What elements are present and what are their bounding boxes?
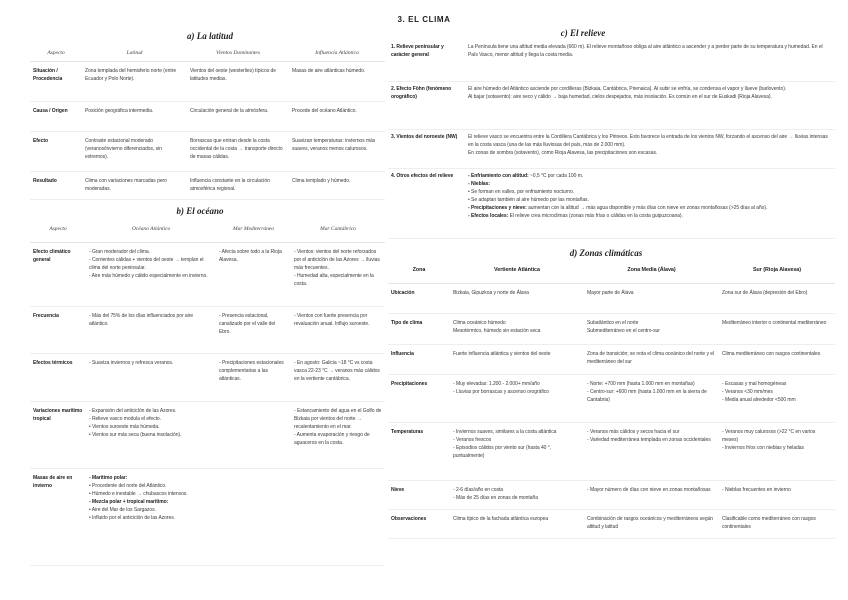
oceano-row xyxy=(30,242,385,306)
zonas-cell: Mayor parte de Álava xyxy=(584,283,719,313)
oceano-cell xyxy=(291,401,385,468)
zonas-cell-line: - Más de 25 días en zonas de montaña xyxy=(453,494,538,501)
oceano-line-lead: - Marítimo polar: xyxy=(89,474,128,481)
zonas-row-label: Influencia xyxy=(388,344,450,374)
relieve-row xyxy=(388,81,835,129)
latitud-cell: Procede del océano Atlántico. xyxy=(289,101,385,131)
document-title: 3. EL CLIMA xyxy=(397,15,451,24)
zonas-cell-line: - Veranos frescos xyxy=(453,436,492,443)
zonas-cell-line: - 2-6 días/año en costa xyxy=(453,486,503,493)
oceano-cell-line: - Suaviza inviernos y refresca veranos. xyxy=(89,359,174,366)
relieve-line-lead: - Efectos locales: xyxy=(468,212,509,219)
zonas-column-header: Zona Media (Álava) xyxy=(584,263,719,283)
oceano-header-row xyxy=(30,221,385,242)
relieve-cell-line: • Se forman en valles, por enfriamiento nocturno. xyxy=(468,188,575,195)
relieve-cell-line xyxy=(468,172,832,180)
oceano-header xyxy=(30,221,385,242)
oceano-cell-line: - Corrientes cálidas + vientos del oeste → templan el clima del norte peninsular. xyxy=(89,256,204,271)
zonas-row-label: Nieve xyxy=(388,480,450,509)
zonas-cell: Combinación de rasgos oceánicos y mediterráneos según altitud y latitud xyxy=(584,509,719,538)
oceano-cell-line xyxy=(89,498,213,506)
relieve-line-lead: - Enfriamiento con altitud: xyxy=(468,172,529,179)
oceano-cell xyxy=(86,306,216,353)
latitud-column-header: Aspecto xyxy=(30,45,82,61)
oceano-cell-line: - Más del 75% de los días influenciados por aire atlántico. xyxy=(89,312,194,327)
relieve-row-label: 1. Relieve peninsular y carácter general xyxy=(388,40,465,81)
zonas-row xyxy=(388,374,835,422)
zonas-row-label: Precipitaciones xyxy=(388,374,450,422)
relieve-cell-line: • Se adaptan también al aire húmedo por las montañas. xyxy=(468,196,589,203)
relieve-line-text: El relieve crea microclimas (zonas más frías o cálidas en la costa guipuzcoana). xyxy=(508,212,683,219)
oceano-column-header: Mar Cantábrico xyxy=(291,221,385,242)
relieve-cell-line: En zonas de sombra (sotavento), como Rioja Alavesa, las precipitaciones son escasas. xyxy=(468,149,658,156)
zonas-cell xyxy=(584,374,719,422)
zonas-row xyxy=(388,422,835,480)
latitud-cell: Posición geográfica intermedia. xyxy=(82,101,187,131)
zonas-row-label: Tipo de clima xyxy=(388,313,450,344)
zonas-cell-line: - Veranos más cálidos y secos hacia el sur xyxy=(587,428,680,435)
latitud-cell: Suavizan temperaturas: inviernos más suaves, veranos menos calurosos. xyxy=(289,131,385,171)
oceano-cell-line: • Aire del Mar de los Sargazos. xyxy=(89,506,156,513)
latitud-row xyxy=(30,131,385,171)
oceano-cell-line: - Estancamiento del agua en el Golfo de Bizkaia por vientos del norte → recalentamiento en el mar. xyxy=(294,407,382,430)
relief-table xyxy=(388,40,835,239)
zonas-cell-line: - Lluvias por borrascas y ascenso orográfico xyxy=(453,388,549,395)
oceano-cell xyxy=(86,468,216,565)
zonas-cell-line: - Escasas y mal homogéneas xyxy=(722,380,787,387)
latitud-row xyxy=(30,61,385,101)
oceano-cell-line: • Vientos suroeste más húmeda. xyxy=(89,423,160,430)
zonas-cell-line: Subatlántico en el norte xyxy=(587,319,639,326)
latitud-cell: Clima con variaciones marcadas pero moderadas. xyxy=(82,171,187,199)
zonas-cell-line: - Inviernos suaves, similares a la costa atlántica xyxy=(453,428,557,435)
oceano-column-header: Océano Atlántico xyxy=(86,221,216,242)
relieve-cell-line: Al bajar (sotavento): aire seco y cálido → baja humedad, cielos despejados, más insolación. Es común en el sur de Euskadi (Rioja Alavesa). xyxy=(468,93,772,100)
oceano-row xyxy=(30,353,385,401)
oceano-column-header: Aspecto xyxy=(30,221,86,242)
relieve-body xyxy=(388,40,835,238)
zonas-cell xyxy=(450,422,584,480)
latitud-row-label: Situación / Procedencia xyxy=(30,61,82,101)
zonas-cell-line: Clima oceánico húmedo xyxy=(453,319,506,326)
latitud-cell: Clima templado y húmedo. xyxy=(289,171,385,199)
latitud-row-label: Resultado xyxy=(30,171,82,199)
zonas-cell-line: - Inviernos fríos con nieblas y heladas xyxy=(722,444,804,451)
oceano-row-label: Frecuencia xyxy=(30,306,86,353)
relieve-cell xyxy=(465,168,835,238)
zonas-row xyxy=(388,509,835,538)
zonas-cell-line: - Veranos <30 mm/mes xyxy=(722,388,773,395)
zonas-cell xyxy=(584,422,719,480)
relieve-cell xyxy=(465,129,835,168)
oceano-cell-line: - Humedad alta, especialmente en la costa. xyxy=(294,272,374,287)
zonas-cell-line: Mesotérmico, húmedo sin estación seca xyxy=(453,327,541,334)
latitud-column-header: Vientos Dominantes xyxy=(187,45,289,61)
relieve-cell-line: El relieve vasco se encuentra entre la Cordillera Cantábrica y los Pirineos. Esto favorece la entrada de los vientos NW, forzando el ascenso del aire → lluvias intensas en la costa vasca (una de las más lluviosas del país, más de 2.000 mm). xyxy=(468,133,828,148)
latitud-column-header: Influencia Atlántica xyxy=(289,45,385,61)
zonas-cell-line: Submediterráneo en el centro-sur xyxy=(587,327,660,334)
relieve-cell-line: El aire húmedo del Atlántico asciende por cordilleras (Bizkaia, Cantábrica, Pirenaica). Al subir se enfría, se condensa el vapor y llueve (barlovento). xyxy=(468,85,787,92)
zonas-cell-line: - Variedad mediterránea templada en zonas occidentales xyxy=(587,436,711,443)
zonas-row-label: Ubicación xyxy=(388,283,450,313)
zonas-row xyxy=(388,313,835,344)
latitud-row-label: Causa / Origen xyxy=(30,101,82,131)
oceano-cell xyxy=(86,401,216,468)
oceano-cell xyxy=(216,306,291,353)
oceano-cell xyxy=(291,353,385,401)
zonas-cell xyxy=(584,480,719,509)
latitud-cell: Contraste estacional moderado (veranos/invierno diferenciados, sin extremos). xyxy=(82,131,187,171)
zonas-cell: Zona de transición; se nota el clima oceánico del norte y el mediterráneo del sur xyxy=(584,344,719,374)
oceano-cell-line: - Relieve vasco modula el efecto. xyxy=(89,415,161,422)
oceano-row-label: Masas de aire en invierno xyxy=(30,468,86,565)
oceano-cell xyxy=(86,353,216,401)
oceano-cell xyxy=(291,306,385,353)
latitud-body xyxy=(30,61,385,199)
oceano-cell xyxy=(216,468,291,565)
oceano-cell-line: - Gran moderador del clima. xyxy=(89,248,150,255)
oceano-cell-line: - Precipitaciones estacionales complementarias a las atlánticas. xyxy=(219,359,284,382)
zonas-column-header: Zona xyxy=(388,263,450,283)
oceano-body xyxy=(30,242,385,565)
oceano-cell xyxy=(216,401,291,468)
zonas-row xyxy=(388,480,835,509)
oceano-cell-line xyxy=(89,474,213,482)
oceano-cell-line: • Procedente del norte del Atlántico. xyxy=(89,482,167,489)
oceano-row xyxy=(30,468,385,565)
latitud-cell: Influencia constante en la circulación atmosférica regional. xyxy=(187,171,289,199)
relieve-row-label: 4. Otros efectos del relieve xyxy=(388,168,465,238)
oceano-cell-line: - Aire más húmedo y cálido especialmente en invierno. xyxy=(89,272,208,279)
zonas-cell xyxy=(584,313,719,344)
zonas-row-label: Temperaturas xyxy=(388,422,450,480)
oceano-row-label: Variaciones marítimo tropical xyxy=(30,401,86,468)
latitud-row-label: Efecto xyxy=(30,131,82,171)
latitud-header-row xyxy=(30,45,385,61)
relieve-cell-line xyxy=(468,212,832,220)
latitud-header xyxy=(30,45,385,61)
zonas-cell xyxy=(450,374,584,422)
oceano-cell-line: • Influido por el anticiclón de las Azores. xyxy=(89,514,176,521)
zonas-header xyxy=(388,263,835,283)
latitud-row xyxy=(30,101,385,131)
climate-zones-section-heading: d) Zonas climáticas xyxy=(569,248,643,258)
latitud-row xyxy=(30,171,385,199)
zonas-row xyxy=(388,283,835,313)
relieve-cell-line xyxy=(468,180,832,188)
relieve-row-label: 2. Efecto Föhn (fenómeno orográfico) xyxy=(388,81,465,129)
oceano-cell-line: • Vientos sur más seca (buena insolación). xyxy=(89,431,182,438)
ocean-table xyxy=(30,221,385,566)
relieve-cell: La Península tiene una altitud media elevada (660 m). El relieve montañoso obliga al aire atlántico a ascender y a perder parte de su temperatura y humedad. En el País Vasco, menor altitud y llega la costa media. xyxy=(465,40,835,81)
zonas-cell xyxy=(450,313,584,344)
zonas-cell xyxy=(719,374,835,422)
zonas-row-label: Observaciones xyxy=(388,509,450,538)
oceano-cell xyxy=(216,353,291,401)
zonas-row xyxy=(388,344,835,374)
latitud-cell: Vientos del oeste (westerlies) típicos de latitudes medias. xyxy=(187,61,289,101)
oceano-cell xyxy=(291,242,385,306)
oceano-line-lead: - Mezcla polar + tropical marítimo: xyxy=(89,498,169,505)
relieve-cell-line xyxy=(468,204,832,212)
zonas-cell: Clima típico de la fachada atlántica europea xyxy=(450,509,584,538)
zonas-header-row xyxy=(388,263,835,283)
zonas-cell-line: - Nieblas frecuentes en invierno xyxy=(722,486,791,493)
zonas-cell-line: - Muy elevadas: 1.200 - 2.000+ mm/año xyxy=(453,380,540,387)
latitude-table xyxy=(30,45,385,200)
zonas-cell-line: - Veranos muy calurosos (>22 °C en varios meses) xyxy=(722,428,816,443)
zonas-cell-line: - Media anual alrededor <500 mm xyxy=(722,396,796,403)
oceano-cell-line: - Presencia estacional, canalizado por el valle del Ebro. xyxy=(219,312,276,335)
zonas-cell: Clima mediterráneo con rasgos continentales xyxy=(719,344,835,374)
zonas-cell xyxy=(719,480,835,509)
zonas-cell-line: - Episodios cálidos por viento sur (hasta 40 °, puntualmente) xyxy=(453,444,552,459)
zonas-cell-line: - Norte: +700 mm (hasta 1.000 mm en montañas) xyxy=(587,380,695,387)
latitude-section-heading: a) La latitud xyxy=(186,31,233,41)
zonas-column-header: Vertiente Atlántica xyxy=(450,263,584,283)
relieve-line-text: aumentan con la altitud → más agua disponible y más días con nieve en zonas montañosas (>25 días al año). xyxy=(526,204,768,211)
zonas-cell: Clasificable como mediterráneo con rasgos continentales xyxy=(719,509,835,538)
oceano-row-label: Efecto climático general xyxy=(30,242,86,306)
oceano-cell xyxy=(86,242,216,306)
relieve-line-lead: - Nieblas: xyxy=(468,180,491,187)
oceano-cell xyxy=(216,242,291,306)
relieve-line-text: ~0,5 °C por cada 100 m. xyxy=(528,172,584,179)
climate-zones-table xyxy=(388,263,835,539)
oceano-cell-line: - Vientos con fuerte presencia por revaluación anual. Influjo suroeste. xyxy=(294,312,370,327)
oceano-cell-line: - Expansión del anticiclón de las Azores. xyxy=(89,407,177,414)
latitud-cell: Circulación general de la atmósfera. xyxy=(187,101,289,131)
oceano-row-label: Efectos térmicos xyxy=(30,353,86,401)
zonas-body xyxy=(388,283,835,538)
latitud-cell: Zona templada del hemisferio norte (entre Ecuador y Polo Norte). xyxy=(82,61,187,101)
latitud-column-header: Latitud xyxy=(82,45,187,61)
zonas-cell: Mediterráneo interior o continental mediterráneo xyxy=(719,313,835,344)
relieve-row xyxy=(388,129,835,168)
oceano-cell-line: - Vientos: vientos del norte reforzados por el anticiclón de las Azores → lluvias más frecuentes. xyxy=(294,248,380,271)
latitud-cell: Borrascas que entran desde la costa occidental de la costa → transporte directo de masas cálidas. xyxy=(187,131,289,171)
zonas-cell xyxy=(719,422,835,480)
relieve-row-label: 3. Vientos del noroeste (NW) xyxy=(388,129,465,168)
zonas-cell: Fuerte influencia atlántica y vientos del oeste xyxy=(450,344,584,374)
zonas-cell-line: - Mayor número de días con nieve en zonas montañosas xyxy=(587,486,711,493)
oceano-cell-line: - Aumenta evaporación y riesgo de aguaceros en la costa. xyxy=(294,431,370,446)
latitud-cell: Masas de aire atlánticas húmedo. xyxy=(289,61,385,101)
zonas-cell: Zona sur de Álava (depresión del Ebro) xyxy=(719,283,835,313)
relief-section-heading: c) El relieve xyxy=(560,28,606,38)
zonas-cell: Bizkaia, Gipuzkoa y norte de Álava xyxy=(450,283,584,313)
relieve-line-lead: - Precipitaciones y nieve: xyxy=(468,204,527,211)
oceano-cell-line: • Húmedo e inestable → chubascos intensos. xyxy=(89,490,188,497)
ocean-section-heading: b) El océano xyxy=(176,206,224,216)
relieve-row xyxy=(388,40,835,81)
zonas-cell xyxy=(450,480,584,509)
oceano-row xyxy=(30,306,385,353)
oceano-row xyxy=(30,401,385,468)
oceano-cell xyxy=(291,468,385,565)
oceano-column-header: Mar Mediterráneo xyxy=(216,221,291,242)
oceano-cell-line: - En agosto: Galicia ~18 °C vs costa vasca 22-23 °C → veranos más cálidos en la vertiente cantábrica. xyxy=(294,359,380,382)
oceano-cell-line: - Afecta sobre todo a la Rioja Alavesa. xyxy=(219,248,282,263)
zonas-column-header: Sur (Rioja Alavesa) xyxy=(719,263,835,283)
zonas-cell-line: - Centro-sur: +600 mm (hasta 1.000 mm en la sierra de Cantabria) xyxy=(587,388,707,403)
relieve-cell xyxy=(465,81,835,129)
relieve-row xyxy=(388,168,835,238)
